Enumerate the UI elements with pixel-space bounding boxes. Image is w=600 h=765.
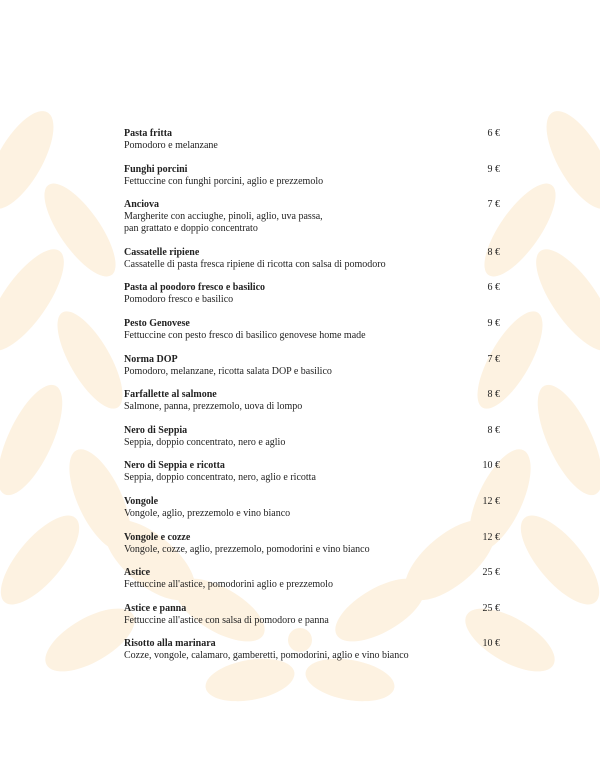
dish-price: 10 € bbox=[482, 460, 500, 472]
dish-price: 25 € bbox=[482, 602, 500, 614]
dish-name: Cassatelle ripiene bbox=[124, 246, 200, 258]
dish-name: Pesto Genovese bbox=[124, 317, 190, 329]
dish-description: Fettuccine con pesto fresco di basilico genovese home made bbox=[124, 329, 366, 341]
dish-name: Nero di Seppia bbox=[124, 424, 188, 436]
menu-item bbox=[124, 460, 500, 484]
dish-description: Cassatelle di pasta fresca ripiene di ricotta con salsa di pomodoro bbox=[124, 258, 386, 270]
dish-price: 9 € bbox=[487, 317, 500, 329]
dish-description: Vongole, aglio, prezzemolo e vino bianco bbox=[124, 507, 291, 519]
dish-price: 8 € bbox=[487, 246, 500, 258]
dish-price: 8 € bbox=[487, 389, 500, 401]
menu-list bbox=[124, 128, 500, 674]
dish-name: Astice bbox=[124, 567, 151, 579]
dish-price: 12 € bbox=[482, 531, 500, 543]
dish-price: 7 € bbox=[487, 353, 500, 365]
dish-name: Anciova bbox=[124, 199, 159, 211]
dish-price: 10 € bbox=[482, 638, 500, 650]
menu-item bbox=[124, 199, 500, 235]
dish-name: Funghi porcini bbox=[124, 163, 188, 175]
menu-item bbox=[124, 128, 500, 152]
menu-item bbox=[124, 318, 500, 342]
dish-name: Pasta al poodoro fresco e basilico bbox=[124, 282, 266, 294]
dish-price: 8 € bbox=[487, 424, 500, 436]
dish-description: Pomodoro, melanzane, ricotta salata DOP e basilico bbox=[124, 365, 332, 377]
menu-item bbox=[124, 354, 500, 378]
dish-price: 6 € bbox=[487, 282, 500, 294]
menu-item bbox=[124, 164, 500, 188]
dish-description: Vongole, cozze, aglio, prezzemolo, pomodorini e vino bianco bbox=[124, 543, 370, 555]
dish-description: Pomodoro e melanzane bbox=[124, 140, 218, 151]
dish-description: Pomodoro fresco e basilico bbox=[124, 294, 234, 306]
menu-item bbox=[124, 567, 500, 591]
dish-description: Fettuccine all'astice, pomodorini aglio e prezzemolo bbox=[124, 579, 333, 591]
dish-name: Pasta fritta bbox=[124, 128, 173, 139]
menu-item bbox=[124, 425, 500, 449]
dish-description: Seppia, doppio concentrato, nero, aglio e ricotta bbox=[124, 472, 316, 484]
dish-name: Nero di Seppia e ricotta bbox=[124, 460, 225, 472]
dish-description: Cozze, vongole, calamaro, gamberetti, pomodorini, aglio e vino bianco bbox=[124, 650, 409, 662]
dish-name: Vongole e cozze bbox=[124, 531, 191, 543]
menu-item bbox=[124, 603, 500, 627]
dish-description: Fettuccine all'astice con salsa di pomodoro e panna bbox=[124, 614, 329, 626]
dish-description: Seppia, doppio concentrato, nero e aglio bbox=[124, 436, 286, 448]
menu-item bbox=[124, 532, 500, 556]
dish-name: Norma DOP bbox=[124, 353, 178, 365]
dish-name: Farfallette al salmone bbox=[124, 389, 217, 401]
dish-name: Vongole bbox=[124, 495, 159, 507]
dish-price: 25 € bbox=[482, 567, 500, 579]
dish-price: 6 € bbox=[487, 128, 500, 139]
menu-item bbox=[124, 389, 500, 413]
dish-price: 9 € bbox=[487, 163, 500, 175]
menu-item bbox=[124, 247, 500, 271]
dish-description: Margherite con acciughe, pinoli, aglio, uva passa, pan grattato e doppio concentrato bbox=[124, 211, 323, 235]
dish-name: Astice e panna bbox=[124, 602, 187, 614]
dish-price: 12 € bbox=[482, 495, 500, 507]
menu-item bbox=[124, 282, 500, 306]
dish-price: 7 € bbox=[487, 199, 500, 211]
menu-item bbox=[124, 496, 500, 520]
menu-item bbox=[124, 638, 500, 662]
dish-name: Risotto alla marinara bbox=[124, 638, 216, 650]
dish-description: Fettuccine con funghi porcini, aglio e prezzemolo bbox=[124, 175, 324, 187]
dish-description: Salmone, panna, prezzemolo, uova di lompo bbox=[124, 401, 303, 413]
